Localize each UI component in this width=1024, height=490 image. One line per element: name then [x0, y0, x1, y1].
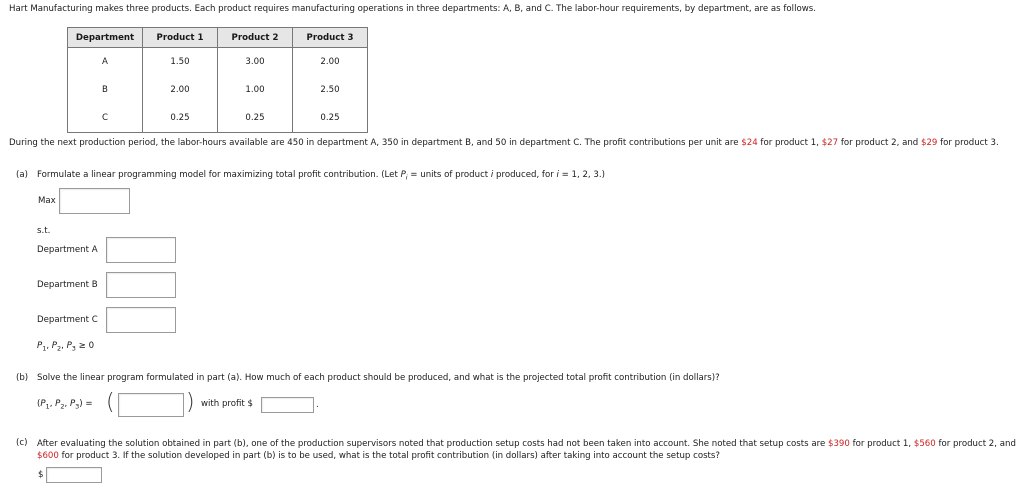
max-label: Max: [38, 196, 56, 206]
table-cell: 3.00: [218, 48, 293, 77]
profit-value: $24: [741, 138, 758, 148]
adjusted-profit-input[interactable]: [46, 467, 102, 483]
table-row: [68, 48, 368, 77]
table-cell: 2.50: [293, 76, 368, 104]
var-p: P: [40, 399, 46, 409]
labor-hour-table: [67, 27, 368, 133]
with-profit-label: with profit $: [201, 399, 254, 409]
var-sub: 3: [71, 344, 76, 353]
table-header-row: [68, 28, 368, 48]
table-cell: 0.25: [218, 104, 293, 133]
setup-cost-value: $390: [827, 439, 850, 449]
var-sub: 2: [60, 402, 65, 411]
right-paren-icon: ): [186, 390, 195, 415]
table-header: Product 1: [143, 28, 218, 48]
separator: ,: [49, 399, 56, 409]
var-sub: 3: [75, 402, 80, 411]
left-paren-icon: (: [106, 390, 115, 415]
part-b-label: (b): [16, 373, 29, 383]
question-text: for product 1,: [849, 439, 914, 449]
question-text: for product 2, and: [935, 439, 1016, 449]
var-i: i: [490, 170, 494, 180]
setup-cost-value: $600: [37, 451, 59, 461]
table-row: [68, 76, 368, 104]
paragraph-text: During the next production period, the labor-hours available are 450 in department A, 350 in department B, and 50 in department C. The profit contributions per unit are: [9, 138, 742, 148]
profit-value: $29: [921, 138, 938, 148]
table-cell: B: [68, 76, 143, 104]
solution-tuple-label: [37, 399, 93, 411]
question-text: for product 3. If the solution developed in part (b) is to be used, what is the total profit contribution (in dollars) after taking into account the setup costs?: [58, 451, 720, 461]
table-cell: 2.00: [143, 76, 218, 104]
table-cell: A: [68, 48, 143, 77]
part-a-question: [37, 170, 605, 182]
paren-open: (: [37, 399, 41, 409]
table-cell: 0.25: [143, 104, 218, 133]
var-sub: 1: [42, 344, 47, 353]
profit-value: $27: [821, 138, 839, 148]
question-text: produced, for: [493, 170, 557, 180]
var-p: P: [69, 399, 76, 409]
part-a-label: (a): [16, 170, 28, 180]
paren-close-equals: ) =: [79, 399, 93, 409]
dept-b-label: Department B: [37, 280, 98, 290]
table-header: Product 2: [218, 28, 293, 48]
question-text: = units of product: [407, 170, 491, 180]
table-cell: 0.25: [293, 104, 368, 133]
problem-paragraph: [9, 137, 1019, 149]
period-text: .: [316, 400, 319, 410]
part-c-question: [37, 438, 1017, 462]
dollar-sign: $: [38, 470, 44, 480]
profit-input[interactable]: [261, 397, 314, 413]
table-header: Product 3: [293, 28, 368, 48]
nonnegativity-constraint: [37, 341, 94, 353]
question-text: After evaluating the solution obtained in part (b), one of the production supervisors noted that production setup costs had not been taken into account. She noted that setup costs are: [37, 439, 828, 449]
var-p: P: [66, 341, 72, 351]
var-p: P: [37, 341, 43, 351]
var-i: i: [556, 170, 559, 180]
dept-a-label: Department A: [37, 245, 98, 255]
nonneg-text: ≥ 0: [75, 341, 95, 351]
setup-cost-value: $560: [913, 439, 936, 449]
intro-text: Hart Manufacturing makes three products. Each product requires manufacturing operations in three departments: A, B, and C. The labor-hour requirements, by department, are as follows.: [9, 4, 816, 14]
dept-c-label: Department C: [37, 315, 98, 325]
paragraph-text: for product 2, and: [838, 138, 921, 148]
question-text: = 1, 2, 3.): [558, 170, 605, 180]
var-p: P: [55, 399, 61, 409]
separator: ,: [46, 341, 52, 351]
table-cell: 1.50: [143, 48, 218, 77]
paragraph-text: for product 3.: [937, 138, 999, 148]
part-c-label: (c): [16, 438, 28, 448]
constraint-c-input[interactable]: [106, 307, 176, 333]
objective-input[interactable]: [59, 188, 130, 214]
constraint-a-input[interactable]: [106, 237, 176, 263]
var-p: P: [51, 341, 57, 351]
table-cell: 1.00: [218, 76, 293, 104]
var-sub: i: [405, 173, 408, 182]
table-cell: C: [68, 104, 143, 133]
separator: ,: [64, 399, 70, 409]
var-p: P: [400, 170, 406, 180]
var-sub: 2: [56, 344, 62, 353]
table-cell: 2.00: [293, 48, 368, 77]
constraint-b-input[interactable]: [106, 272, 176, 298]
solution-input[interactable]: [118, 393, 184, 417]
table-header: Department: [68, 28, 143, 48]
separator: ,: [61, 341, 67, 351]
paragraph-text: for product 1,: [757, 138, 822, 148]
st-label: s.t.: [37, 226, 51, 236]
question-text: Formulate a linear programming model for maximizing total profit contribution. (Let: [37, 170, 401, 180]
part-b-question: Solve the linear program formulated in part (a). How much of each product should be produced, and what is the projected total profit contribution (in dollars)?: [37, 373, 720, 383]
var-sub: 1: [45, 402, 50, 411]
table-row: [68, 104, 368, 133]
